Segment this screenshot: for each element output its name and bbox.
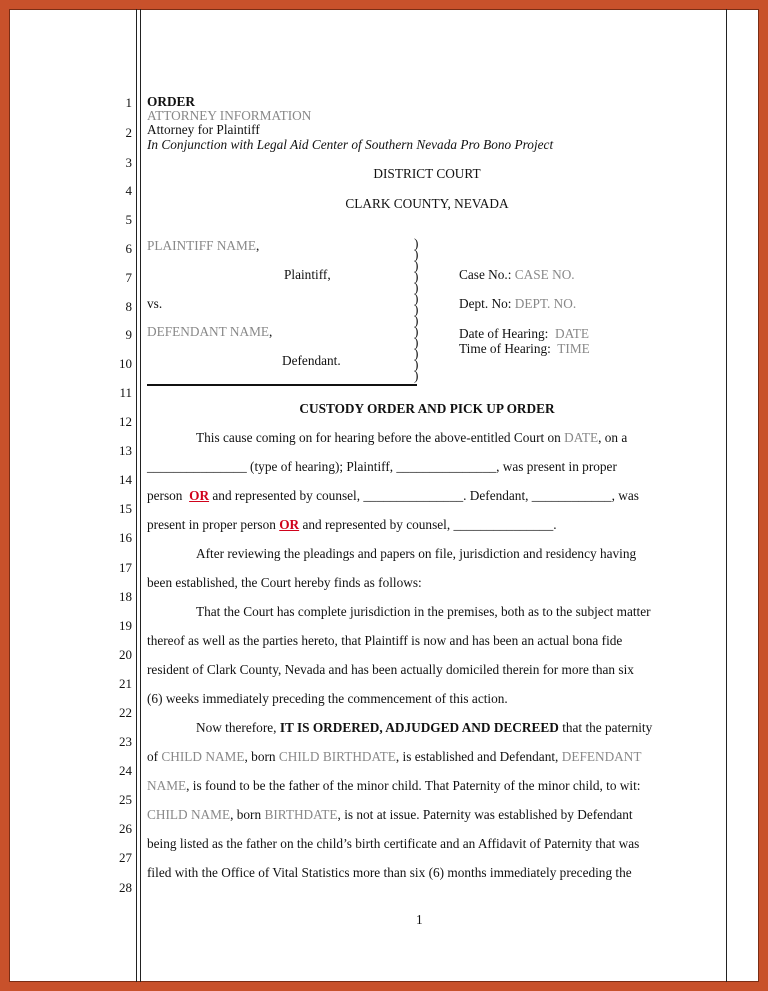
line-number: 8 <box>125 299 132 314</box>
hearing-date-value: DATE <box>555 326 589 341</box>
text: , born <box>244 749 276 764</box>
line-number: 4 <box>125 183 132 198</box>
paren: ) <box>414 291 419 306</box>
attorney-for: Attorney for Plaintiff <box>147 122 260 137</box>
paren: ) <box>414 280 419 295</box>
body-line: thereof as well as the parties hereto, that Plaintiff is now and has been an actual bona fide <box>147 633 623 648</box>
line-number: 22 <box>119 705 132 720</box>
line-number: 2 <box>125 125 132 140</box>
text: present in proper person <box>147 517 276 532</box>
order-heading: ORDER <box>147 94 196 109</box>
text: , born <box>230 807 262 822</box>
body-line: _______________ (type of hearing); Plaintiff, _______________, was present in proper <box>147 459 617 474</box>
case-no-value: CASE NO. <box>514 267 575 282</box>
line-number: 14 <box>119 472 132 487</box>
body-line: being listed as the father on the child’s birth certificate and an Affidavit of Paternity that was <box>147 836 640 851</box>
text: , is found to be the father of the minor child. That Paternity of the minor child, to wit: <box>186 778 641 793</box>
paren: ) <box>414 236 419 251</box>
line-number: 3 <box>125 155 132 170</box>
comma: , <box>255 238 260 253</box>
body-line <box>196 720 652 735</box>
body-line: (6) weeks immediately preceding the commencement of this action. <box>147 691 508 706</box>
plaintiff-name-field <box>147 238 259 253</box>
attorney-information: ATTORNEY INFORMATION <box>147 108 312 123</box>
body-line <box>147 749 642 764</box>
conjunction-line: In Conjunction with Legal Aid Center of Southern Nevada Pro Bono Project <box>147 137 554 152</box>
defendant-name-placeholder: NAME <box>147 778 187 793</box>
line-number: 12 <box>119 414 132 429</box>
text: that the paternity <box>562 720 653 735</box>
dept-number <box>459 296 576 311</box>
margin-line-right <box>726 9 727 982</box>
or-emphasis: OR <box>189 488 210 503</box>
body-line: filed with the Office of Vital Statistics more than six (6) months immediately preceding the <box>147 865 632 880</box>
defendant-name-field <box>147 324 272 339</box>
court-county: CLARK COUNTY, NEVADA <box>345 196 509 211</box>
child-birthdate-placeholder: CHILD BIRTHDATE <box>278 749 396 764</box>
paren: ) <box>414 368 419 383</box>
body-line: That the Court has complete jurisdiction in the premises, both as to the subject matter <box>196 604 651 619</box>
line-number: 26 <box>119 821 132 836</box>
comma: , <box>269 324 273 339</box>
line-number: 19 <box>119 618 132 633</box>
line-number: 13 <box>119 443 132 458</box>
text: and represented by counsel, _______________. Defendant, ____________, was <box>212 488 639 503</box>
hearing-date-placeholder: DATE <box>564 430 599 445</box>
line-number: 18 <box>119 589 132 604</box>
line-number: 17 <box>119 560 132 575</box>
case-number <box>459 267 575 282</box>
text: person <box>147 488 183 503</box>
defendant-label: Defendant. <box>282 353 341 368</box>
line-number: 20 <box>119 647 132 662</box>
text: of <box>147 749 159 764</box>
page-number: 1 <box>416 912 423 927</box>
or-emphasis: OR <box>279 517 300 532</box>
hearing-time-value: TIME <box>557 341 590 356</box>
line-number: 6 <box>125 241 132 256</box>
line-number: 11 <box>119 385 132 400</box>
body-line <box>147 807 633 822</box>
hearing-time <box>459 341 590 356</box>
caption-underline <box>147 384 417 386</box>
text: This cause coming on for hearing before the above-entitled Court on <box>196 430 561 445</box>
child-name-placeholder: CHILD NAME <box>161 749 245 764</box>
body-line <box>147 778 641 793</box>
margin-line-left-inner <box>140 9 141 982</box>
text: , is established and Defendant, <box>395 749 559 764</box>
document-title: CUSTODY ORDER AND PICK UP ORDER <box>299 401 555 416</box>
text: , on a <box>598 430 628 445</box>
line-number: 9 <box>125 327 132 342</box>
paren: ) <box>414 324 419 339</box>
paren: ) <box>414 258 419 273</box>
paren: ) <box>414 335 419 350</box>
line-number: 10 <box>119 356 132 371</box>
vs-label: vs. <box>147 296 163 311</box>
hearing-date <box>459 326 589 341</box>
plaintiff-name: PLAINTIFF NAME <box>147 238 256 253</box>
margin-line-left-outer <box>136 9 137 982</box>
line-number: 16 <box>119 530 132 545</box>
hearing-time-label: Time of Hearing: <box>459 341 551 356</box>
paren: ) <box>414 357 419 372</box>
line-number: 5 <box>125 212 132 227</box>
body-line <box>196 430 627 445</box>
dept-label: Dept. No: <box>459 296 512 311</box>
paren: ) <box>414 247 419 262</box>
dept-value: DEPT. NO. <box>514 296 577 311</box>
body-line: been established, the Court hereby finds as follows: <box>147 575 422 590</box>
line-number: 1 <box>125 95 132 110</box>
birthdate-placeholder: BIRTHDATE <box>264 807 338 822</box>
defendant-name: DEFENDANT NAME <box>147 324 270 339</box>
line-number: 25 <box>119 792 132 807</box>
plaintiff-label: Plaintiff, <box>284 267 331 282</box>
text: and represented by counsel, _______________. <box>302 517 557 532</box>
line-number: 28 <box>119 880 132 895</box>
line-number: 15 <box>119 501 132 516</box>
paren: ) <box>414 269 419 284</box>
body-line <box>147 517 557 532</box>
line-number: 7 <box>125 270 132 285</box>
body-line <box>147 488 639 503</box>
line-number: 23 <box>119 734 132 749</box>
case-no-label: Case No.: <box>459 267 512 282</box>
body-line: resident of Clark County, Nevada and has been actually domiciled therein for more than six <box>147 662 634 677</box>
child-name-placeholder: CHILD NAME <box>147 807 231 822</box>
body-line: After reviewing the pleadings and papers on file, jurisdiction and residency having <box>196 546 637 561</box>
hearing-date-label: Date of Hearing: <box>459 326 549 341</box>
decree-emphasis: IT IS ORDERED, ADJUDGED AND DECREED <box>279 720 559 735</box>
paren: ) <box>414 302 419 317</box>
text: , is not at issue. Paternity was established by Defendant <box>337 807 633 822</box>
line-number: 24 <box>119 763 132 778</box>
paren: ) <box>414 346 419 361</box>
court-name: DISTRICT COURT <box>373 166 481 181</box>
defendant-placeholder: DEFENDANT <box>561 749 642 764</box>
line-number: 27 <box>119 850 132 865</box>
paren: ) <box>414 313 419 328</box>
text: Now therefore, <box>196 720 277 735</box>
line-number: 21 <box>119 676 132 691</box>
